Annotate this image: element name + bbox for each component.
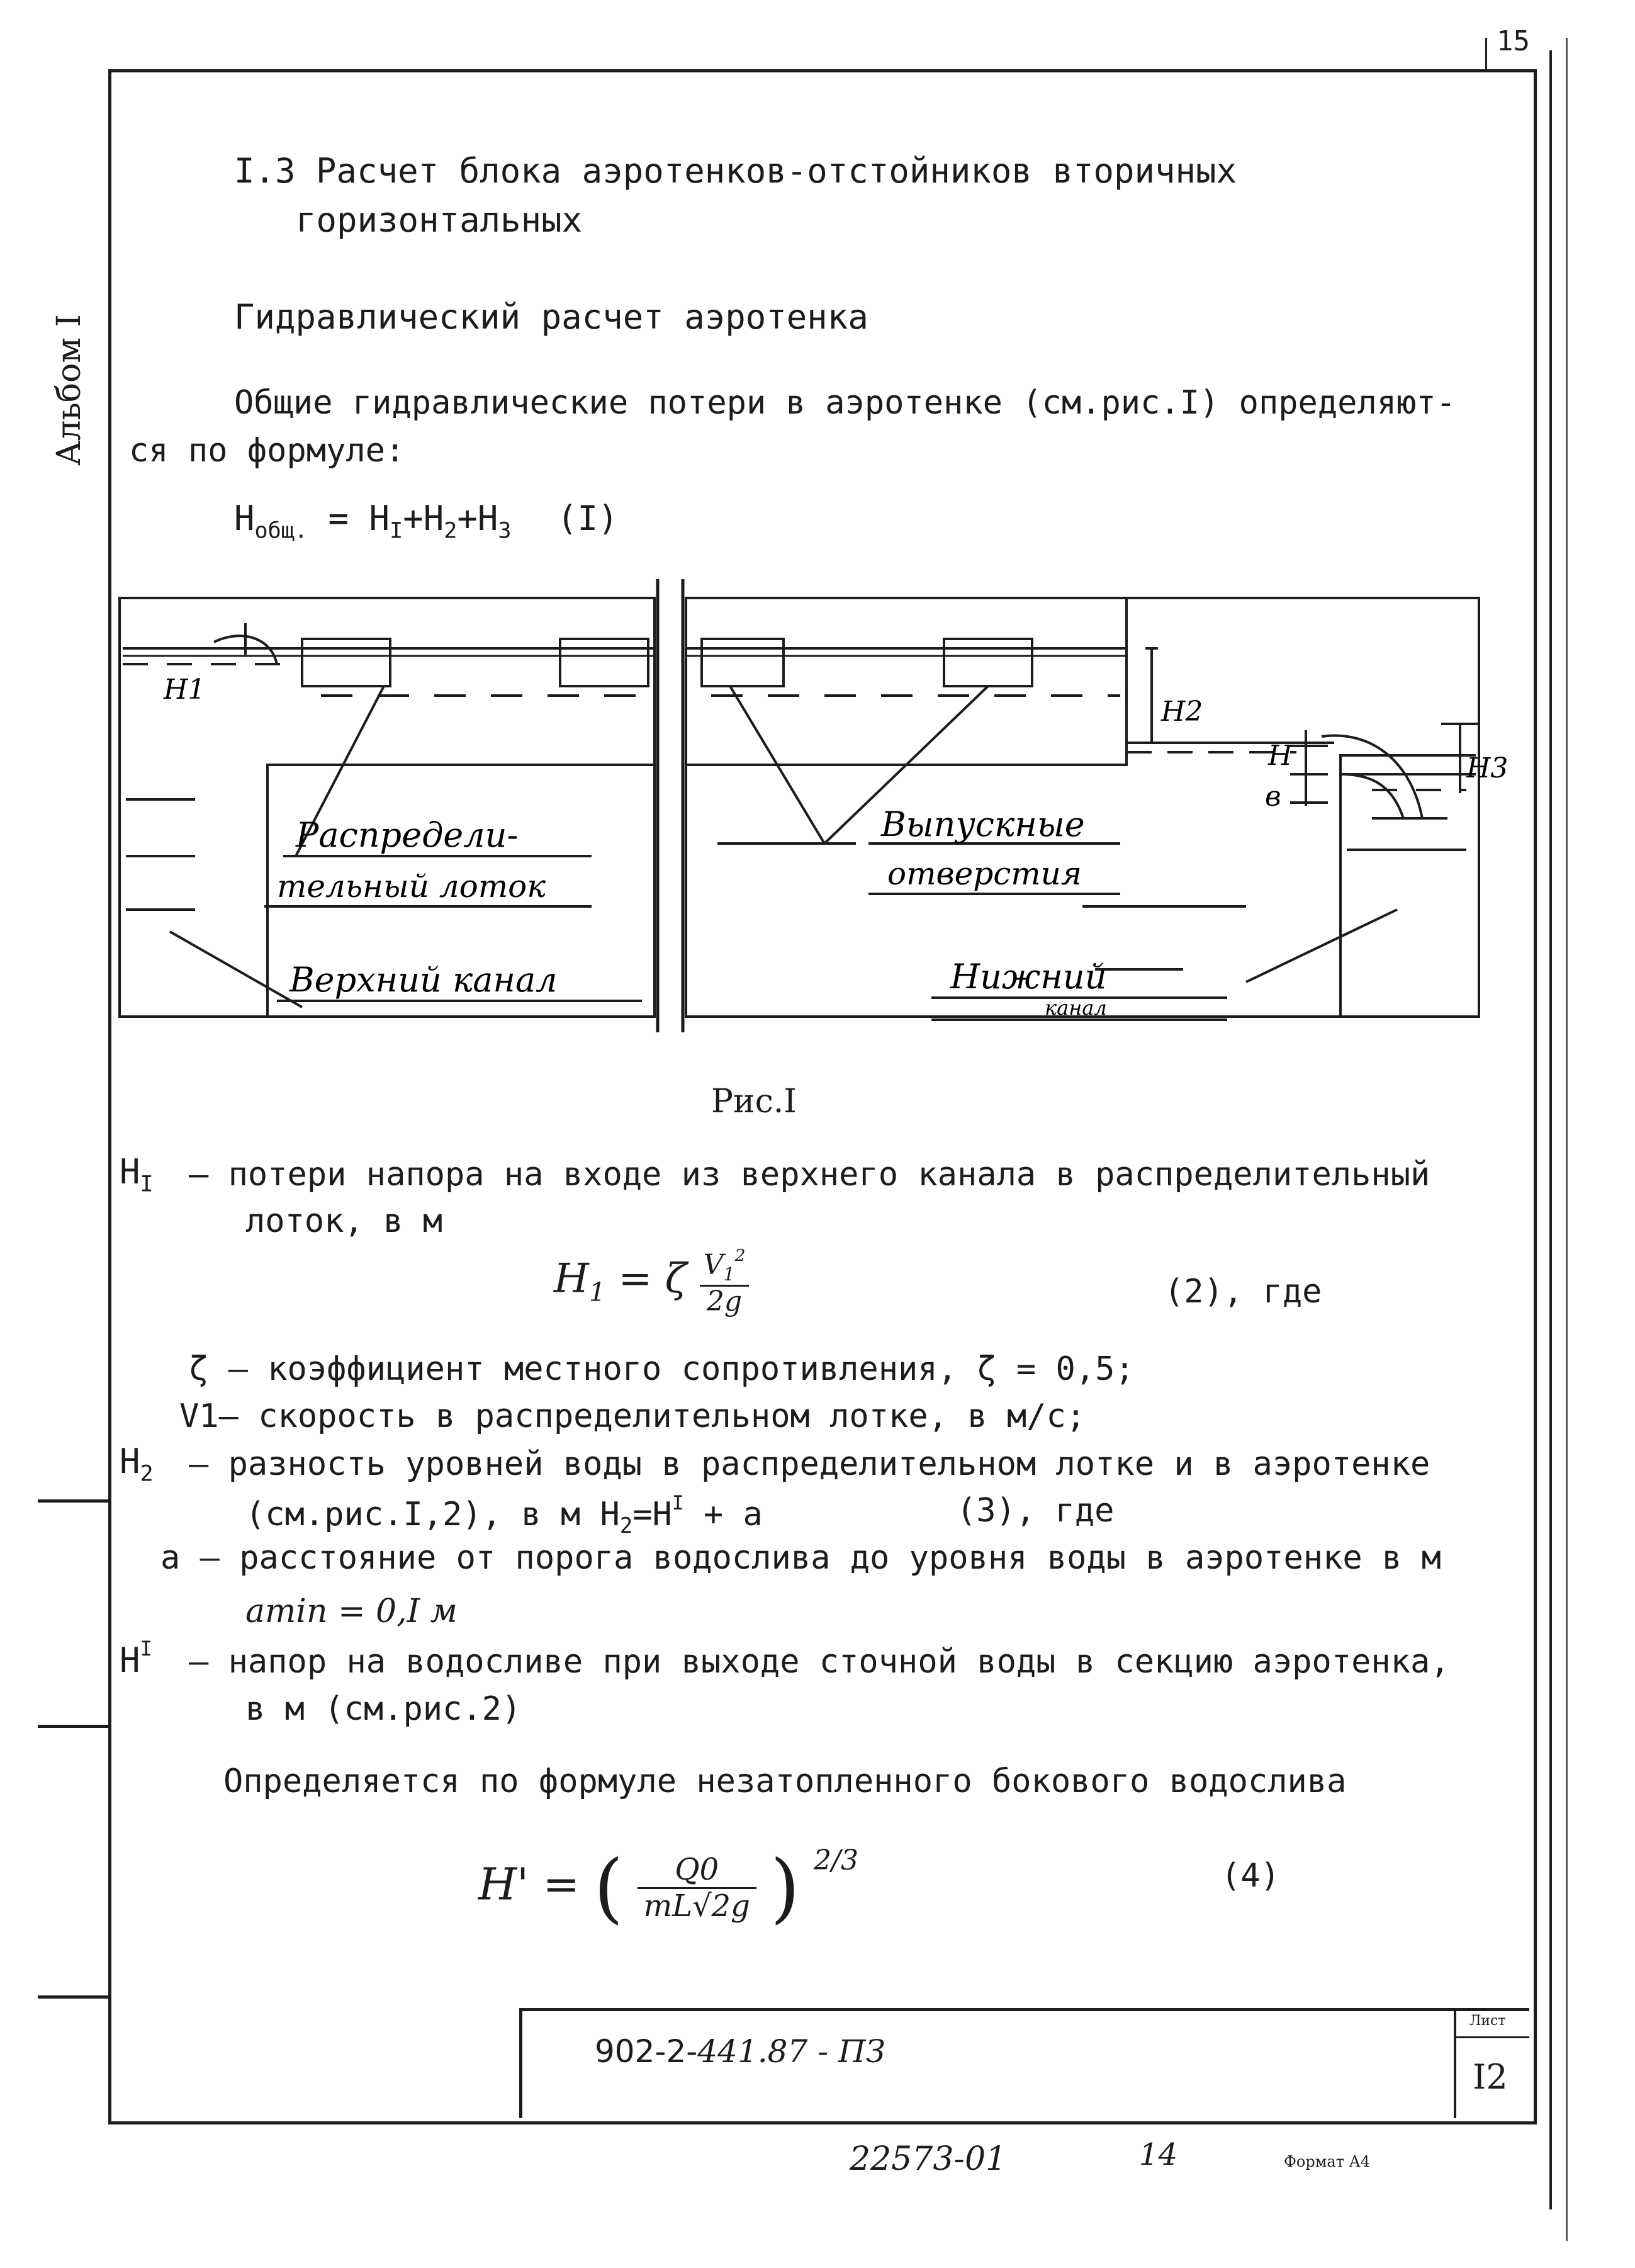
weir-text: Определяется по формуле незатопленного бокового водослива (223, 1763, 1347, 1800)
def-hI-symbol: $H^I$ (120, 1637, 153, 1680)
label-lower-channel-2: канал (1045, 996, 1107, 1020)
section-title-line2: горизонтальных (296, 200, 583, 240)
label-upper-channel: Верхний канал (289, 960, 558, 1000)
figure-caption: Рис.I (711, 1083, 797, 1120)
def-h2-text-1: – разность уровней воды в распределительном лотке и в аэротенке (189, 1445, 1430, 1483)
outlet-box-1 (702, 639, 784, 686)
label-outlets-1: Выпускные (881, 804, 1085, 844)
binding-mark-1 (38, 1499, 110, 1503)
def-hI-text-2: в м (см.рис.2) (245, 1690, 522, 1728)
binding-mark-2 (38, 1725, 110, 1728)
stamp-left-line (519, 2008, 522, 2118)
formula-2: $H_1 = \zeta$ $\frac{V_1^2}{2g}$ (554, 1246, 749, 1317)
outlet-box-2 (944, 639, 1032, 686)
binding-mark-3 (38, 1995, 110, 1999)
right-margin-line-2 (1566, 38, 1568, 2241)
distrib-tray-box-2 (560, 639, 648, 686)
section-title: I.3 Расчет блока аэротенков-отстойников вторичных (234, 151, 1237, 191)
formula-3-ref: (3), где (957, 1492, 1115, 1530)
def-amin: amin = 0,I м (245, 1593, 458, 1630)
label-distrib-tray-2: тельный лоток (277, 868, 546, 905)
stamp-sheet-divider (1454, 2008, 1456, 2118)
stamp-sheet-label: Лист (1469, 2013, 1506, 2029)
formula-2-ref: (2), где (1164, 1273, 1322, 1311)
label-outlets-2: отверстия (887, 855, 1082, 892)
def-h2-text-2: (см.рис.I,2), в м $H_2=H^I + a$ (245, 1492, 763, 1538)
def-h1-text-1: – потери напора на входе из верхнего канала в распределительный (189, 1156, 1430, 1193)
formula-1: $H_{общ.} = H_I+H_2+H_3$ (I) (234, 499, 619, 544)
footer-inventory: 22573-01 (850, 2140, 1007, 2178)
intro-line1: Общие гидравлические потери в аэротенке (см.рис.I) определяют- (234, 384, 1456, 422)
label-lower-channel-1: Нижний (950, 957, 1107, 996)
formula-4-ref: (4) (1221, 1857, 1280, 1895)
figure-1-diagram (113, 567, 1510, 1045)
def-v1: V1– скорость в распределительном лотке, в м/с; (179, 1397, 1086, 1435)
def-h2-symbol: $H_2$ (120, 1441, 154, 1487)
top-corner-number: 15 (1497, 25, 1530, 57)
stamp-sheet-number: I2 (1473, 2057, 1508, 2097)
label-distrib-tray-1: Распредели- (296, 815, 519, 855)
def-h1-text-2: лоток, в м (245, 1202, 443, 1240)
label-h: H (1268, 740, 1293, 772)
stamp-top-line (519, 2008, 1529, 2011)
formula-4: H' = ( $\frac{Q0}{mL√2g}$ ) $^{2/3}$ (478, 1844, 858, 1932)
stamp-doc-code: 902-2-441.87 - ПЗ (595, 2033, 885, 2070)
intro-line2: ся по формуле: (129, 432, 405, 470)
subsection-title: Гидравлический расчет аэротенка (234, 297, 868, 337)
def-h1-symbol: $H_I$ (120, 1152, 154, 1197)
def-zeta: ζ – коэффициент местного сопротивления, ζ = 0,5; (189, 1350, 1135, 1388)
def-a: a – расстояние от порога водослива до уровня воды в аэротенке в м (160, 1539, 1441, 1577)
right-margin-line (1549, 50, 1552, 2209)
album-label: Альбом I (50, 314, 88, 466)
stamp-sheet-hline (1454, 2036, 1529, 2038)
label-b: в (1265, 781, 1281, 813)
label-h2: H2 (1161, 696, 1203, 728)
footer-format: Формат А4 (1284, 2153, 1371, 2170)
distrib-tray-box-1 (302, 639, 390, 686)
footer-page-no: 14 (1139, 2137, 1178, 2172)
label-h1: H1 (164, 674, 206, 706)
left-section-outline (120, 598, 655, 1017)
def-hI-text-1: – напор на водосливе при выходе сточной воды в секцию аэротенка, (189, 1643, 1450, 1681)
top-corner-tick (1485, 38, 1487, 69)
label-h3: H3 (1466, 752, 1509, 784)
page-frame (108, 69, 1537, 2124)
